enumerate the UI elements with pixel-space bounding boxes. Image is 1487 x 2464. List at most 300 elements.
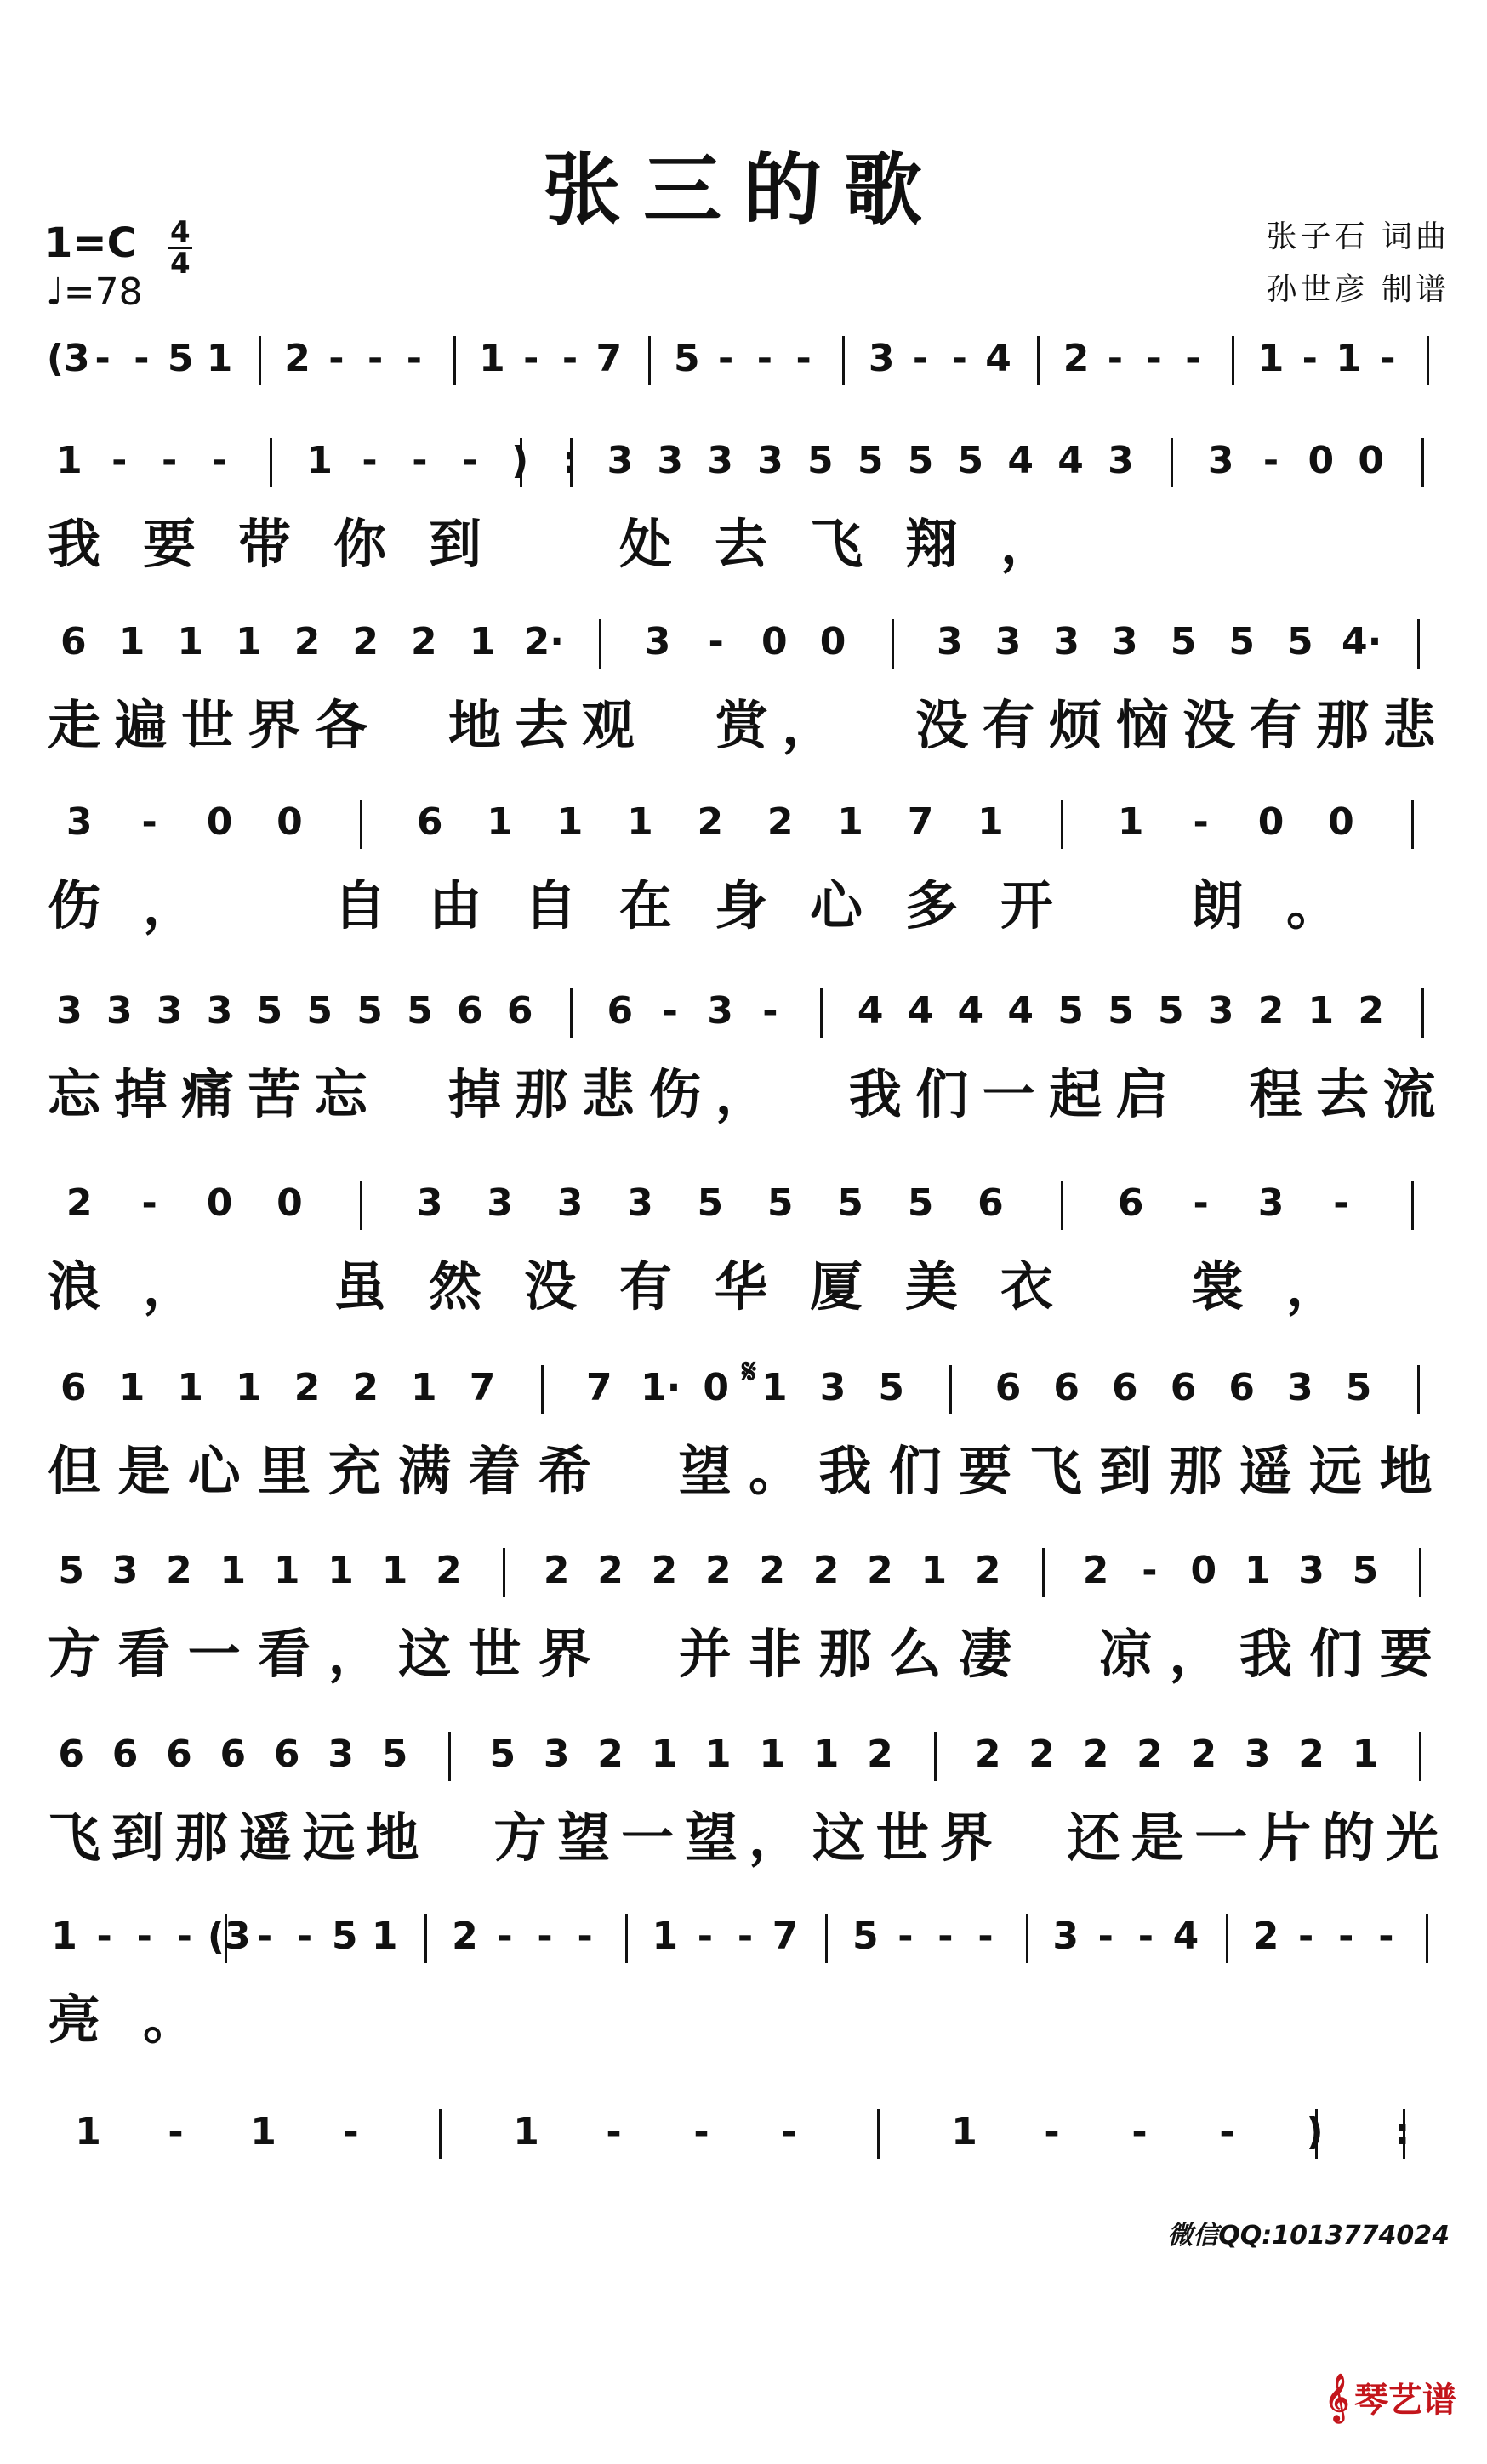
lyric-char: 美	[904, 1255, 958, 1317]
note: 2	[812, 1549, 840, 1592]
barline	[1026, 1914, 1028, 1963]
note: -	[537, 1915, 553, 1958]
note: 5	[957, 439, 984, 482]
lyric-char: 远	[1309, 1440, 1363, 1502]
note-symbol: (3	[207, 1915, 251, 1958]
lyric-char: 光	[1386, 1807, 1439, 1869]
note: 2	[597, 1733, 624, 1776]
lyric-char: 掉	[114, 1063, 168, 1125]
note: -	[577, 1915, 593, 1958]
note: 5	[58, 1549, 84, 1592]
barline	[934, 1732, 937, 1781]
lyric-char: 没	[523, 1255, 577, 1317]
lyric-char: 烦	[1049, 694, 1102, 756]
note: 1	[206, 337, 233, 380]
note: 7	[586, 1366, 612, 1409]
note: 4	[985, 337, 1011, 380]
lyric-row	[0, 1257, 1487, 1317]
lyric-char: 在	[618, 874, 672, 936]
note: 2	[284, 337, 311, 380]
note: 0	[1308, 439, 1335, 482]
note-symbol: )	[1306, 2110, 1324, 2154]
note: 2	[766, 800, 794, 844]
note: -	[1338, 1915, 1354, 1958]
barline	[1421, 438, 1424, 487]
note: 2	[411, 620, 437, 663]
note: 6	[219, 1733, 247, 1776]
lyric-char: 身	[714, 874, 767, 936]
barline	[1419, 1732, 1421, 1781]
note: 2	[1298, 1733, 1325, 1776]
note: 7	[595, 337, 623, 380]
note: 3	[156, 989, 183, 1033]
lyric-char: 你	[333, 513, 386, 575]
note: -	[94, 337, 111, 380]
barline	[1411, 800, 1414, 849]
lyric-char: 遍	[114, 694, 168, 756]
lyric-char: 我	[47, 513, 100, 575]
lyric-char: 望	[678, 1440, 732, 1502]
note: 5	[674, 337, 700, 380]
note: 3	[937, 620, 963, 663]
lyric-char: 各	[314, 694, 367, 756]
note: 1	[371, 1915, 398, 1958]
lyric-char: 并	[678, 1623, 732, 1685]
lyric-char: 望	[557, 1807, 611, 1869]
note: 3	[657, 439, 684, 482]
lyric-char: 没	[1182, 694, 1236, 756]
note: 6	[994, 1366, 1022, 1409]
barline	[842, 336, 845, 385]
lyric-char: 方	[493, 1807, 547, 1869]
lyric-char: 那	[174, 1807, 228, 1869]
note: 1	[250, 2110, 276, 2154]
note: 5	[837, 1181, 863, 1225]
note: 2	[1137, 1733, 1163, 1776]
notes-row	[0, 1914, 1487, 1965]
note: 5	[857, 439, 884, 482]
note: 1	[1308, 989, 1335, 1033]
note: 2	[1028, 1733, 1055, 1776]
lyric-char: 恼	[1115, 694, 1169, 756]
note: -	[1298, 1915, 1314, 1958]
note: 3	[707, 989, 733, 1033]
note: 5	[1352, 1549, 1379, 1592]
lyric-row	[0, 515, 1487, 574]
barline	[424, 1914, 427, 1963]
lyric-char: 赏	[715, 694, 768, 756]
note: 4	[1057, 439, 1084, 482]
note: -	[406, 337, 422, 380]
note: -	[717, 337, 734, 380]
lyric-char: 悲	[1382, 694, 1436, 756]
lyric-char: 飞	[1028, 1440, 1082, 1502]
note: 6	[1053, 1366, 1080, 1409]
note: 0	[1190, 1549, 1217, 1592]
note: 1	[651, 1733, 678, 1776]
lyric-char: 里	[258, 1440, 311, 1502]
note: 3	[757, 439, 783, 482]
note: 1	[236, 1366, 262, 1409]
note: -	[96, 1915, 112, 1958]
note: 3	[1207, 439, 1234, 482]
note: 1	[1352, 1733, 1379, 1776]
note: 5	[697, 1181, 724, 1225]
note: 1	[118, 1366, 145, 1409]
note: 1	[118, 620, 145, 663]
lyric-char: 飞	[47, 1807, 100, 1869]
note: -	[141, 1181, 157, 1225]
note: 4	[857, 989, 884, 1033]
note: 1	[51, 1915, 77, 1958]
note: -	[1193, 1181, 1209, 1225]
note: 3	[1287, 1366, 1313, 1409]
lyric-char: 方	[47, 1623, 100, 1685]
lyric-char: 浪	[47, 1255, 100, 1317]
note: 1	[177, 620, 203, 663]
note: 3	[111, 1549, 139, 1592]
note: 1	[837, 800, 863, 844]
note: 3	[707, 439, 733, 482]
note: -	[606, 2110, 622, 2154]
lyric-char: 朗	[1190, 874, 1244, 936]
note: 2	[352, 620, 379, 663]
note: -	[141, 800, 157, 844]
lyric-char: 这	[812, 1807, 865, 1869]
note: 3	[868, 337, 895, 380]
note: 5	[907, 1181, 934, 1225]
note: 5	[331, 1915, 358, 1958]
lyric-char: 飞	[809, 513, 863, 575]
notes-row	[0, 336, 1487, 387]
note: 1	[487, 800, 513, 844]
lyric-char: 伤	[648, 1063, 702, 1125]
note: -	[697, 1915, 714, 1958]
logo-icon: 𝄞	[1325, 2374, 1349, 2421]
barline	[1042, 1548, 1045, 1597]
note: 3	[627, 1181, 653, 1225]
note: 0	[1358, 439, 1385, 482]
lyric-char: 去	[515, 694, 568, 756]
note: -	[211, 439, 228, 482]
note: 2	[759, 1549, 785, 1592]
note: -	[256, 1915, 273, 1958]
note: 6	[166, 1733, 192, 1776]
note: 6	[1170, 1366, 1197, 1409]
lyric-char: 们	[1309, 1623, 1363, 1685]
notes-row	[0, 2109, 1487, 2160]
note: -	[781, 2110, 797, 2154]
note: 6	[416, 800, 443, 844]
note: -	[1142, 1549, 1158, 1592]
lyric-char: 。	[748, 1440, 801, 1502]
lyric-char: ，	[142, 874, 196, 936]
lyric-char: 厦	[809, 1255, 863, 1317]
note: 1	[920, 1549, 948, 1592]
note: 1	[411, 1366, 437, 1409]
note: 3	[328, 1733, 354, 1776]
lyric-char: 界	[538, 1623, 591, 1685]
barline	[570, 988, 573, 1038]
lyric-char: 裳	[1190, 1255, 1244, 1317]
note: 6	[1117, 1181, 1144, 1225]
lyric-char: 们	[915, 1063, 969, 1125]
lyric-char: 世	[180, 694, 234, 756]
lyric-char: 片	[1258, 1807, 1312, 1869]
note: 3	[1053, 620, 1080, 663]
lyric-char: 界	[248, 694, 301, 756]
barline	[1037, 336, 1040, 385]
barline	[825, 1914, 828, 1963]
note: 1	[236, 620, 262, 663]
lyric-char: 要	[959, 1440, 1012, 1502]
lyric-char: ，	[1000, 513, 1053, 575]
note: 3	[1244, 1733, 1271, 1776]
lyric-char: 是	[117, 1440, 171, 1502]
note: 1	[627, 800, 653, 844]
barline	[599, 619, 601, 669]
lyric-char: 去	[714, 513, 767, 575]
lyric-char: 希	[538, 1440, 591, 1502]
note: 5	[356, 989, 383, 1033]
lyric-char: 去	[1316, 1063, 1370, 1125]
note: 1	[1117, 800, 1144, 844]
note: 5	[852, 1915, 879, 1958]
note: -	[1302, 337, 1318, 380]
note: 2·	[523, 620, 564, 663]
note: 3	[66, 800, 93, 844]
lyric-char: 充	[328, 1440, 381, 1502]
barline	[541, 1365, 544, 1414]
note: 6	[506, 989, 533, 1033]
note: 6	[1228, 1366, 1255, 1409]
lyric-char: 要	[142, 513, 196, 575]
barline	[1226, 1914, 1228, 1963]
site-logo	[1325, 2373, 1456, 2422]
note: 5	[806, 439, 834, 482]
note: -	[111, 439, 128, 482]
note: -	[1219, 2110, 1235, 2154]
lyric-char: 带	[237, 513, 291, 575]
note: 1	[1257, 337, 1285, 380]
lyric-char: 地	[366, 1807, 419, 1869]
lyric-char: 开	[1000, 874, 1053, 936]
note: 3	[1112, 620, 1138, 663]
note: 7	[907, 800, 934, 844]
barline	[453, 336, 456, 385]
lyric-char: 我	[848, 1063, 902, 1125]
lyric-char: 这	[397, 1623, 451, 1685]
note: -	[1107, 337, 1123, 380]
lyric-row	[0, 1442, 1487, 1501]
note: 2	[651, 1549, 678, 1592]
note: 2	[1257, 989, 1285, 1033]
note: -	[951, 337, 967, 380]
barline	[1419, 1548, 1421, 1597]
note: -	[693, 2110, 709, 2154]
note: 1	[381, 1549, 408, 1592]
note: 5	[381, 1733, 408, 1776]
note: 2	[543, 1549, 570, 1592]
note: -	[1044, 2110, 1060, 2154]
note: 4·	[1342, 620, 1382, 663]
lyric-char: 那	[1316, 694, 1370, 756]
lyric-char: ，	[328, 1623, 381, 1685]
lyric-char: 远	[302, 1807, 356, 1869]
lyric-char: 到	[111, 1807, 164, 1869]
lyric-char: 还	[1067, 1807, 1120, 1869]
note: 1	[75, 2110, 101, 2154]
song-title: 张三的歌	[542, 145, 944, 236]
notes-row	[0, 438, 1487, 489]
note: -	[662, 989, 678, 1033]
lyric-row	[0, 696, 1487, 755]
lyric-char: 心	[809, 874, 863, 936]
lyric-char: 的	[1322, 1807, 1376, 1869]
barline	[1171, 438, 1173, 487]
note: 6	[58, 1733, 84, 1776]
note: 2	[867, 1733, 893, 1776]
time-signature-top: 4	[170, 215, 191, 249]
note: -	[497, 1915, 513, 1958]
note: 3	[819, 1366, 846, 1409]
note: 3	[56, 989, 83, 1033]
note: -	[1185, 337, 1201, 380]
note: 2	[867, 1549, 893, 1592]
note: 2	[436, 1549, 462, 1592]
note: -	[523, 337, 539, 380]
note: 5	[766, 1181, 794, 1225]
lyric-char: 一	[187, 1623, 241, 1685]
lyric-char: 心	[187, 1440, 241, 1502]
note: 1	[556, 800, 584, 844]
lyric-char: 世	[875, 1807, 929, 1869]
note: 5	[167, 337, 194, 380]
barline	[1427, 336, 1429, 385]
note: 3	[1298, 1549, 1325, 1592]
lyric-char: 界	[939, 1807, 993, 1869]
note: 1	[513, 2110, 539, 2154]
barline	[503, 1548, 505, 1597]
note: 1	[759, 1733, 785, 1776]
lyric-char: ，	[1169, 1623, 1222, 1685]
lyric-row	[0, 1990, 1487, 2050]
lyric-char: 程	[1249, 1063, 1302, 1125]
note: -	[708, 620, 724, 663]
barline	[648, 336, 651, 385]
note: 2	[1252, 1915, 1279, 1958]
note: 3	[994, 620, 1022, 663]
note: -	[756, 337, 772, 380]
note: -	[136, 1915, 152, 1958]
note: 3	[644, 620, 671, 663]
lyric-char: 自	[333, 874, 386, 936]
lyric-char: ，	[782, 694, 835, 756]
note: 3	[543, 1733, 570, 1776]
lyric-char: ，	[1285, 1255, 1339, 1317]
lyric-char: ，	[715, 1063, 768, 1125]
note: -	[1193, 800, 1209, 844]
note: -	[367, 337, 384, 380]
lyric-char: 要	[1379, 1623, 1433, 1685]
lyric-row	[0, 1625, 1487, 1684]
lyric-char: 起	[1049, 1063, 1102, 1125]
note: -	[176, 1915, 192, 1958]
note: 7	[469, 1366, 496, 1409]
lyric-char: 到	[428, 513, 481, 575]
note: -	[561, 337, 578, 380]
barline	[1421, 988, 1424, 1038]
note: 5	[1287, 620, 1313, 663]
note: 4	[1007, 989, 1034, 1033]
lyric-char: 但	[47, 1440, 100, 1502]
note: -	[462, 439, 478, 482]
note: 6	[1112, 1366, 1138, 1409]
note: -	[1380, 337, 1396, 380]
lyric-char: 启	[1115, 1063, 1169, 1125]
lyric-char: 非	[748, 1623, 801, 1685]
note: 1	[306, 439, 333, 482]
barline	[1411, 1181, 1414, 1230]
watermark-contact: 微信QQ:1013774024	[1167, 2221, 1450, 2251]
note: 2	[597, 1549, 624, 1592]
note: 5	[1157, 989, 1184, 1033]
lyric-char: 有	[1249, 694, 1302, 756]
time-signature-bottom: 4	[170, 247, 191, 281]
note: 1	[761, 1366, 788, 1409]
lyric-char: 那	[1169, 1440, 1222, 1502]
note: -	[168, 2110, 184, 2154]
note: 5	[1345, 1366, 1372, 1409]
note: 1	[812, 1733, 840, 1776]
lyric-row	[0, 1808, 1487, 1868]
lyric-char: 观	[581, 694, 635, 756]
notes-row	[0, 1548, 1487, 1599]
note: 0	[819, 620, 846, 663]
note: 0	[206, 800, 233, 844]
note: -	[162, 439, 178, 482]
lyric-char: ，	[748, 1807, 801, 1869]
note-symbol: )	[511, 439, 529, 482]
note: 5	[256, 989, 283, 1033]
note: 1·	[641, 1366, 681, 1409]
note: 1	[469, 620, 496, 663]
lyric-char: 多	[904, 874, 958, 936]
note-symbol: :	[1394, 2110, 1410, 2154]
note: 1	[652, 1915, 679, 1958]
notes-row	[0, 988, 1487, 1039]
barline	[1232, 336, 1234, 385]
note: 1	[177, 1366, 203, 1409]
note: 5	[907, 439, 934, 482]
note: 3	[556, 1181, 584, 1225]
note: 0	[276, 1181, 303, 1225]
note: 0	[1328, 800, 1354, 844]
note: 5	[1170, 620, 1197, 663]
barline	[360, 800, 362, 849]
note: -	[343, 2110, 359, 2154]
note: 6	[60, 620, 87, 663]
note: -	[1378, 1915, 1394, 1958]
lyric-char: 华	[714, 1255, 767, 1317]
lyric-char: ，	[142, 1255, 196, 1317]
note: -	[362, 439, 378, 482]
note: 3	[487, 1181, 513, 1225]
lyric-char: 地	[1379, 1440, 1433, 1502]
notes-row	[0, 800, 1487, 851]
note: 4	[957, 989, 984, 1033]
credit-notation: 孙世彦 制谱	[1266, 272, 1450, 307]
